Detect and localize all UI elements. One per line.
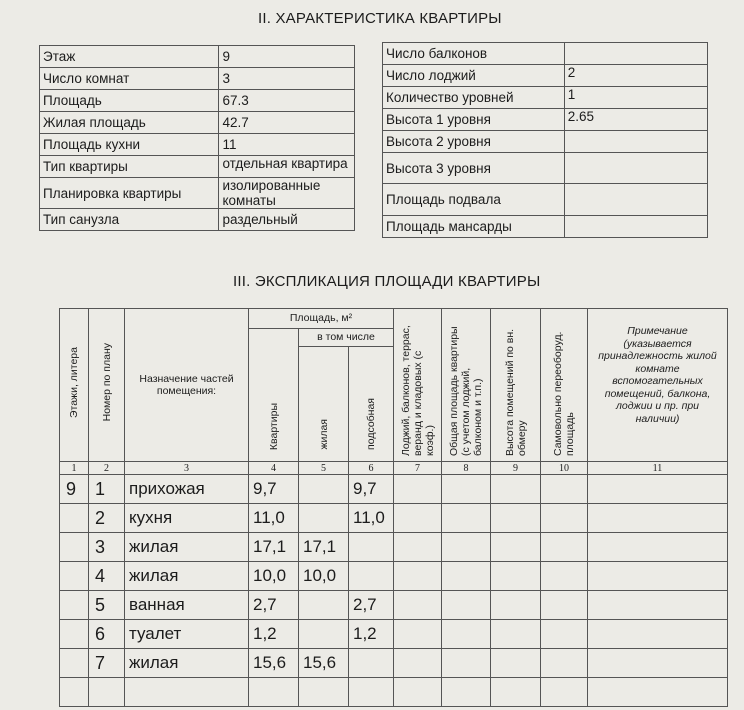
cell-living — [299, 591, 349, 620]
cell-empty — [491, 504, 541, 533]
explication-row — [60, 620, 728, 649]
cell-area: 2,7 — [249, 591, 299, 620]
header-living: жилая — [299, 347, 349, 462]
char-label: Число балконов — [383, 43, 565, 65]
cell-aux: 1,2 — [349, 620, 394, 649]
cell-name: ванная — [125, 591, 249, 620]
cell-area: 9,7 — [249, 475, 299, 504]
cell-empty — [491, 562, 541, 591]
header-height: Высота помещений по вн. обмеру — [491, 309, 541, 462]
header-area-group: Площадь, м² — [249, 309, 394, 329]
cell-name: кухня — [125, 504, 249, 533]
char-left-row — [40, 112, 355, 134]
cell-empty — [588, 678, 728, 707]
cell-empty — [541, 475, 588, 504]
cell-no: 1 — [89, 475, 125, 504]
char-value — [564, 43, 707, 65]
char-value: изолированные комнаты — [219, 178, 355, 209]
cell-empty — [588, 504, 728, 533]
cell-empty — [442, 475, 491, 504]
char-label: Число комнат — [40, 68, 219, 90]
cell-area: 11,0 — [249, 504, 299, 533]
section-3-title: III. ЭКСПЛИКАЦИЯ ПЛОЩАДИ КВАРТИРЫ — [233, 273, 541, 290]
char-value: 67.3 — [219, 90, 355, 112]
cell-empty — [588, 475, 728, 504]
column-number: 8 — [442, 462, 491, 475]
column-number: 4 — [249, 462, 299, 475]
cell-empty — [588, 562, 728, 591]
char-label: Тип санузла — [40, 209, 219, 231]
cell-floor — [60, 533, 89, 562]
cell-floor — [60, 649, 89, 678]
cell-empty — [394, 504, 442, 533]
char-value: 2 — [564, 65, 707, 87]
char-label: Высота 2 уровня — [383, 131, 565, 153]
char-left-row — [40, 90, 355, 112]
cell-name: туалет — [125, 620, 249, 649]
cell-name — [125, 678, 249, 707]
cell-empty — [394, 562, 442, 591]
cell-area: 17,1 — [249, 533, 299, 562]
cell-floor — [60, 504, 89, 533]
cell-empty — [588, 533, 728, 562]
char-value: 2.65 — [564, 109, 707, 131]
char-right-row — [383, 65, 708, 87]
cell-floor — [60, 591, 89, 620]
explication-row — [60, 649, 728, 678]
char-left-row — [40, 156, 355, 178]
cell-aux — [349, 562, 394, 591]
header-aux: подсобная — [349, 347, 394, 462]
char-value — [564, 153, 707, 184]
header-note: Примечание (указывается принадлежность жилой комнате вспомогательных помещений, балкона, лоджии и пр. при наличии) — [588, 309, 728, 462]
cell-floor — [60, 562, 89, 591]
header-selfmade: Самовольно переоборуд. площадь — [541, 309, 588, 462]
char-value — [564, 216, 707, 238]
header-plan-no: Номер по плану — [89, 309, 125, 462]
column-number: 6 — [349, 462, 394, 475]
cell-empty — [394, 620, 442, 649]
cell-aux: 9,7 — [349, 475, 394, 504]
char-left-row — [40, 134, 355, 156]
cell-living: 10,0 — [299, 562, 349, 591]
char-label: Высота 3 уровня — [383, 153, 565, 184]
char-value: отдельная квартира — [219, 156, 355, 178]
cell-aux — [349, 533, 394, 562]
header-total-with: Общая площадь квартиры (с учетом лоджий, балконом и т.п.) — [442, 309, 491, 462]
explication-row — [60, 533, 728, 562]
cell-empty — [394, 475, 442, 504]
cell-empty — [541, 533, 588, 562]
cell-empty — [491, 649, 541, 678]
char-value: 1 — [564, 87, 707, 109]
explication-row — [60, 562, 728, 591]
header-total: Квартиры — [249, 329, 299, 462]
char-value — [564, 131, 707, 153]
column-number: 3 — [125, 462, 249, 475]
char-label: Планировка квартиры — [40, 178, 219, 209]
explication-row — [60, 591, 728, 620]
char-label: Площадь мансарды — [383, 216, 565, 238]
cell-no — [89, 678, 125, 707]
char-right-row — [383, 153, 708, 184]
cell-no: 5 — [89, 591, 125, 620]
cell-no: 7 — [89, 649, 125, 678]
cell-empty — [442, 620, 491, 649]
cell-empty — [394, 649, 442, 678]
cell-name: прихожая — [125, 475, 249, 504]
cell-empty — [491, 620, 541, 649]
char-left-row — [40, 46, 355, 68]
char-label: Число лоджий — [383, 65, 565, 87]
cell-empty — [442, 678, 491, 707]
cell-aux — [349, 649, 394, 678]
char-left-row — [40, 178, 355, 209]
column-number: 5 — [299, 462, 349, 475]
cell-empty — [442, 649, 491, 678]
cell-empty — [541, 562, 588, 591]
char-label: Этаж — [40, 46, 219, 68]
cell-floor — [60, 678, 89, 707]
char-value — [564, 184, 707, 216]
column-numbers-row — [60, 462, 728, 475]
column-number: 2 — [89, 462, 125, 475]
cell-empty — [442, 562, 491, 591]
header-incl: в том числе — [299, 329, 394, 347]
cell-aux — [349, 678, 394, 707]
char-label: Площадь кухни — [40, 134, 219, 156]
char-right-row — [383, 131, 708, 153]
cell-living — [299, 504, 349, 533]
cell-living — [299, 678, 349, 707]
cell-area: 15,6 — [249, 649, 299, 678]
characteristics-left-table — [39, 45, 355, 231]
explication-row — [60, 678, 728, 707]
cell-no: 6 — [89, 620, 125, 649]
cell-empty — [541, 591, 588, 620]
char-right-row — [383, 216, 708, 238]
char-right-row — [383, 109, 708, 131]
cell-living: 15,6 — [299, 649, 349, 678]
char-value: 3 — [219, 68, 355, 90]
cell-area: 10,0 — [249, 562, 299, 591]
cell-empty — [491, 533, 541, 562]
char-value: раздельный — [219, 209, 355, 231]
cell-empty — [491, 678, 541, 707]
char-left-row — [40, 68, 355, 90]
char-right-row — [383, 43, 708, 65]
cell-empty — [541, 678, 588, 707]
explication-row — [60, 475, 728, 504]
char-value: 42.7 — [219, 112, 355, 134]
cell-aux: 2,7 — [349, 591, 394, 620]
cell-empty — [588, 591, 728, 620]
char-right-row — [383, 87, 708, 109]
cell-aux: 11,0 — [349, 504, 394, 533]
header-purpose: Назначение частей помещения: — [125, 309, 249, 462]
char-label: Жилая площадь — [40, 112, 219, 134]
cell-no: 4 — [89, 562, 125, 591]
cell-empty — [541, 649, 588, 678]
characteristics-right-table — [382, 42, 708, 238]
char-value: 11 — [219, 134, 355, 156]
column-number: 7 — [394, 462, 442, 475]
cell-empty — [442, 591, 491, 620]
cell-living — [299, 620, 349, 649]
section-2-title: II. ХАРАКТЕРИСТИКА КВАРТИРЫ — [258, 10, 502, 27]
cell-living — [299, 475, 349, 504]
cell-empty — [394, 591, 442, 620]
char-value: 9 — [219, 46, 355, 68]
cell-name: жилая — [125, 649, 249, 678]
cell-empty — [442, 504, 491, 533]
char-label: Площадь подвала — [383, 184, 565, 216]
cell-empty — [588, 620, 728, 649]
cell-area: 1,2 — [249, 620, 299, 649]
char-label: Количество уровней — [383, 87, 565, 109]
cell-empty — [541, 620, 588, 649]
cell-empty — [588, 649, 728, 678]
cell-empty — [394, 533, 442, 562]
cell-living: 17,1 — [299, 533, 349, 562]
cell-no: 3 — [89, 533, 125, 562]
char-right-row — [383, 184, 708, 216]
char-label: Площадь — [40, 90, 219, 112]
char-label: Тип квартиры — [40, 156, 219, 178]
explication-row — [60, 504, 728, 533]
cell-empty — [541, 504, 588, 533]
cell-floor — [60, 620, 89, 649]
column-number: 1 — [60, 462, 89, 475]
column-number: 10 — [541, 462, 588, 475]
char-left-row — [40, 209, 355, 231]
char-label: Высота 1 уровня — [383, 109, 565, 131]
cell-name: жилая — [125, 562, 249, 591]
cell-name: жилая — [125, 533, 249, 562]
cell-empty — [491, 475, 541, 504]
cell-area — [249, 678, 299, 707]
cell-empty — [491, 591, 541, 620]
cell-no: 2 — [89, 504, 125, 533]
header-loggia: Лоджий, балконов, террас, веранд и кладовых (с коэф.) — [394, 309, 442, 462]
cell-floor: 9 — [60, 475, 89, 504]
explication-table — [59, 308, 728, 707]
column-number: 11 — [588, 462, 728, 475]
cell-empty — [442, 533, 491, 562]
header-floor: Этажи, литера — [60, 309, 89, 462]
column-number: 9 — [491, 462, 541, 475]
cell-empty — [394, 678, 442, 707]
